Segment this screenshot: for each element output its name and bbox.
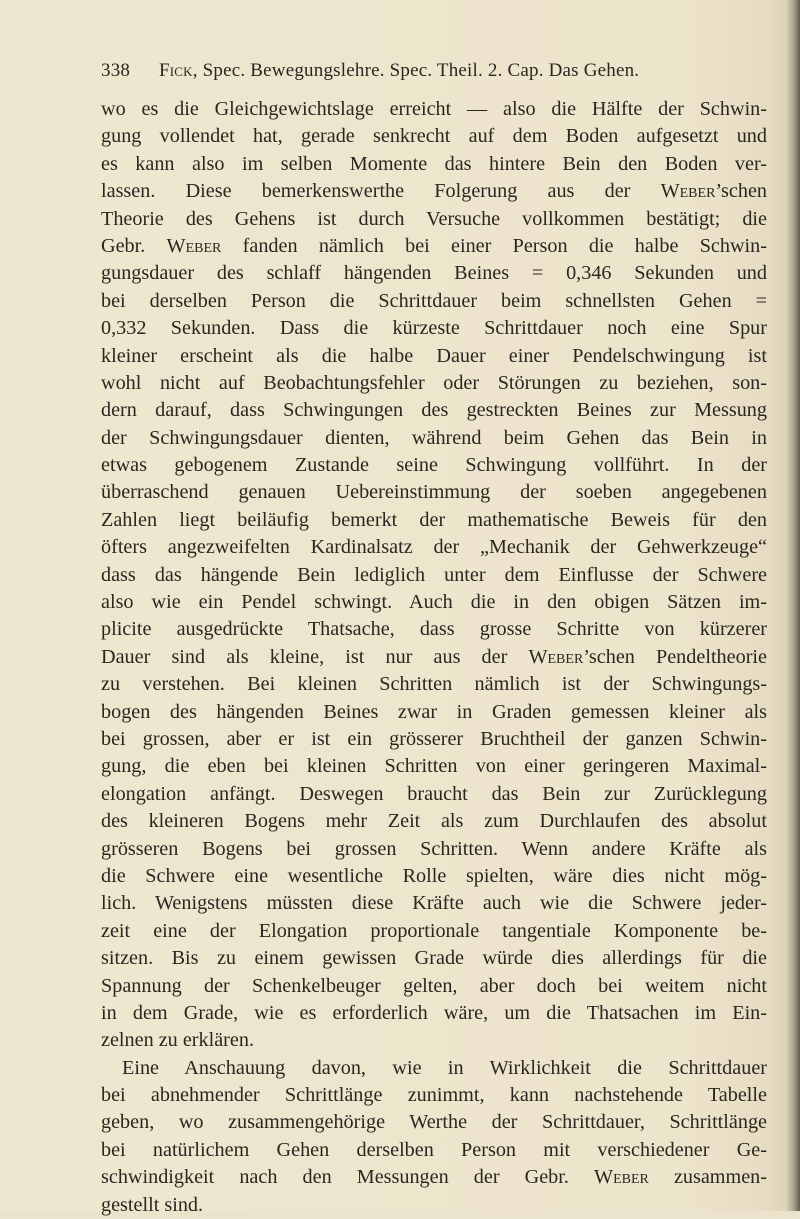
text-line (101, 452, 767, 479)
text-line (101, 123, 767, 150)
line-text: ’schen Pendeltheorie (583, 645, 767, 668)
small-caps-name: Weber (660, 180, 716, 203)
text-line (101, 1137, 767, 1164)
line-text: Dauer sind als kleine, ist nur aus der (101, 645, 529, 668)
line-text: überraschend genauen Uebereinstimmung der soeben angegebenen (101, 481, 767, 504)
header-title: , Spec. Bewegungslehre. Spec. Theil. 2. Cap. Das Gehen. (192, 60, 640, 81)
line-text: plicite ausgedrückte Thatsache, dass grosse Schritte von kürzerer (101, 618, 767, 641)
line-text: des kleineren Bogens mehr Zeit als zum Durchlaufen des absolut (101, 810, 767, 833)
text-line (101, 151, 767, 178)
line-text: bogen des hängenden Beines zwar in Graden gemessen kleiner als (101, 700, 767, 723)
text-line (101, 726, 767, 753)
text-line (101, 370, 767, 397)
text-line (101, 343, 767, 370)
line-text: öfters angezweifelten Kardinalsatz der „Mechanik der Gehwerkzeuge“ (101, 536, 767, 559)
line-text: Theorie des Gehens ist durch Versuche vollkommen bestätigt; die (101, 207, 767, 230)
header-author: Fick (159, 60, 193, 81)
text-line (101, 206, 767, 233)
text-line (101, 589, 767, 616)
text-line (101, 973, 767, 1000)
text-line (101, 781, 767, 808)
line-text: also wie ein Pendel schwingt. Auch die in den obigen Sätzen im- (101, 591, 767, 614)
line-text: zusammen- (648, 1166, 767, 1189)
line-text: zu verstehen. Bei kleinen Schritten nämlich ist der Schwingungs- (101, 673, 767, 696)
line-text: dass das hängende Bein lediglich unter dem Einflusse der Schwere (101, 563, 767, 586)
body-text (101, 96, 767, 1219)
text-line (101, 1000, 767, 1027)
text-line (101, 315, 767, 342)
line-text: Spannung der Schenkelbeuger gelten, aber doch bei weitem nicht (101, 974, 767, 997)
line-text: zeit eine der Elongation proportionale tangentiale Komponente be- (101, 919, 767, 942)
line-text: kleiner erscheint als die halbe Dauer einer Pendelschwingung ist (101, 344, 767, 367)
text-line (101, 178, 767, 205)
running-header (101, 60, 701, 82)
text-line (101, 534, 767, 561)
line-text: in dem Grade, wie es erforderlich wäre, um die Thatsachen im Ein- (101, 1001, 767, 1024)
line-text: etwas gebogenem Zustande seine Schwingung vollführt. In der (101, 454, 767, 477)
text-line (101, 233, 767, 260)
line-text: ’schen (715, 180, 767, 203)
text-line (101, 1192, 767, 1219)
text-line (101, 1164, 767, 1191)
line-text: 0,332 Sekunden. Dass die kürzeste Schrittdauer noch eine Spur (101, 317, 767, 340)
text-line (101, 808, 767, 835)
line-text: lassen. Diese bemerkenswerthe Folgerung aus der (101, 180, 661, 203)
text-line (101, 890, 767, 917)
line-text: fanden nämlich bei einer Person die halbe Schwin- (221, 234, 767, 257)
line-text: geben, wo zusammengehörige Werthe der Schrittdauer, Schrittlänge (101, 1111, 767, 1134)
text-line (101, 397, 767, 424)
line-text: lich. Wenigstens müssten diese Kräfte auch wie die Schwere jeder- (101, 892, 767, 915)
line-text: grösseren Bogens bei grossen Schritten. Wenn andere Kräfte als (101, 837, 767, 860)
line-text: bei natürlichem Gehen derselben Person mit verschiedener Ge- (101, 1138, 767, 1161)
line-text: gungsdauer des schlaff hängenden Beines = 0,346 Sekunden und (101, 262, 767, 285)
text-line (101, 753, 767, 780)
line-text: sitzen. Bis zu einem gewissen Grade würde dies allerdings für die (101, 947, 767, 970)
line-text: bei abnehmender Schrittlänge zunimmt, kann nachstehende Tabelle (101, 1084, 767, 1107)
text-line (101, 562, 767, 589)
text-line (101, 945, 767, 972)
line-text: dern darauf, dass Schwingungen des gestreckten Beines zur Messung (101, 399, 767, 422)
line-text: gung, die eben bei kleinen Schritten von einer geringeren Maximal- (101, 755, 767, 778)
text-line (101, 425, 767, 452)
line-text: zelnen zu erklären. (101, 1029, 254, 1052)
line-text: die Schwere eine wesentliche Rolle spielten, wäre dies nicht mög- (101, 864, 767, 887)
line-text: schwindigkeit nach den Messungen der Gebr. (101, 1166, 595, 1189)
small-caps-name: Weber (594, 1166, 649, 1189)
text-line (101, 1109, 767, 1136)
line-text: bei grossen, aber er ist ein grösserer Bruchtheil der ganzen Schwin- (101, 727, 767, 750)
line-text: wohl nicht auf Beobachtungsfehler oder Störungen zu beziehen, son- (101, 371, 767, 394)
text-line (101, 479, 767, 506)
text-line (101, 260, 767, 287)
text-line (101, 863, 767, 890)
small-caps-name: Weber (528, 645, 584, 668)
text-line (101, 616, 767, 643)
line-text: gestellt sind. (101, 1193, 204, 1216)
text-line (101, 836, 767, 863)
text-line (101, 507, 767, 534)
text-line (101, 1082, 767, 1109)
text-line (101, 1055, 767, 1082)
line-text: der Schwingungsdauer dienten, während beim Gehen das Bein in (101, 426, 767, 449)
line-text: wo es die Gleichgewichtslage erreicht — also die Hälfte der Schwin- (101, 98, 767, 120)
page-edge-shadow (786, 0, 800, 1211)
line-text: Gebr. (101, 234, 167, 257)
text-line (101, 671, 767, 698)
text-line (101, 1027, 767, 1054)
page-number: 338 (101, 60, 131, 81)
small-caps-name: Weber (166, 234, 222, 257)
text-line (101, 699, 767, 726)
text-line (101, 288, 767, 315)
text-line (101, 644, 767, 671)
line-text: Zahlen liegt beiläufig bemerkt der mathematische Beweis für den (101, 508, 767, 531)
line-text: es kann also im selben Momente das hintere Bein den Boden ver- (101, 152, 767, 175)
line-text: bei derselben Person die Schrittdauer beim schnellsten Gehen = (101, 289, 767, 312)
text-line (101, 96, 767, 123)
line-text: gung vollendet hat, gerade senkrecht auf dem Boden aufgesetzt und (101, 125, 767, 148)
text-line (101, 918, 767, 945)
line-text: elongation anfängt. Deswegen braucht das Bein zur Zurücklegung (101, 782, 767, 805)
line-text: Eine Anschauung davon, wie in Wirklichkeit die Schrittdauer (122, 1056, 767, 1079)
